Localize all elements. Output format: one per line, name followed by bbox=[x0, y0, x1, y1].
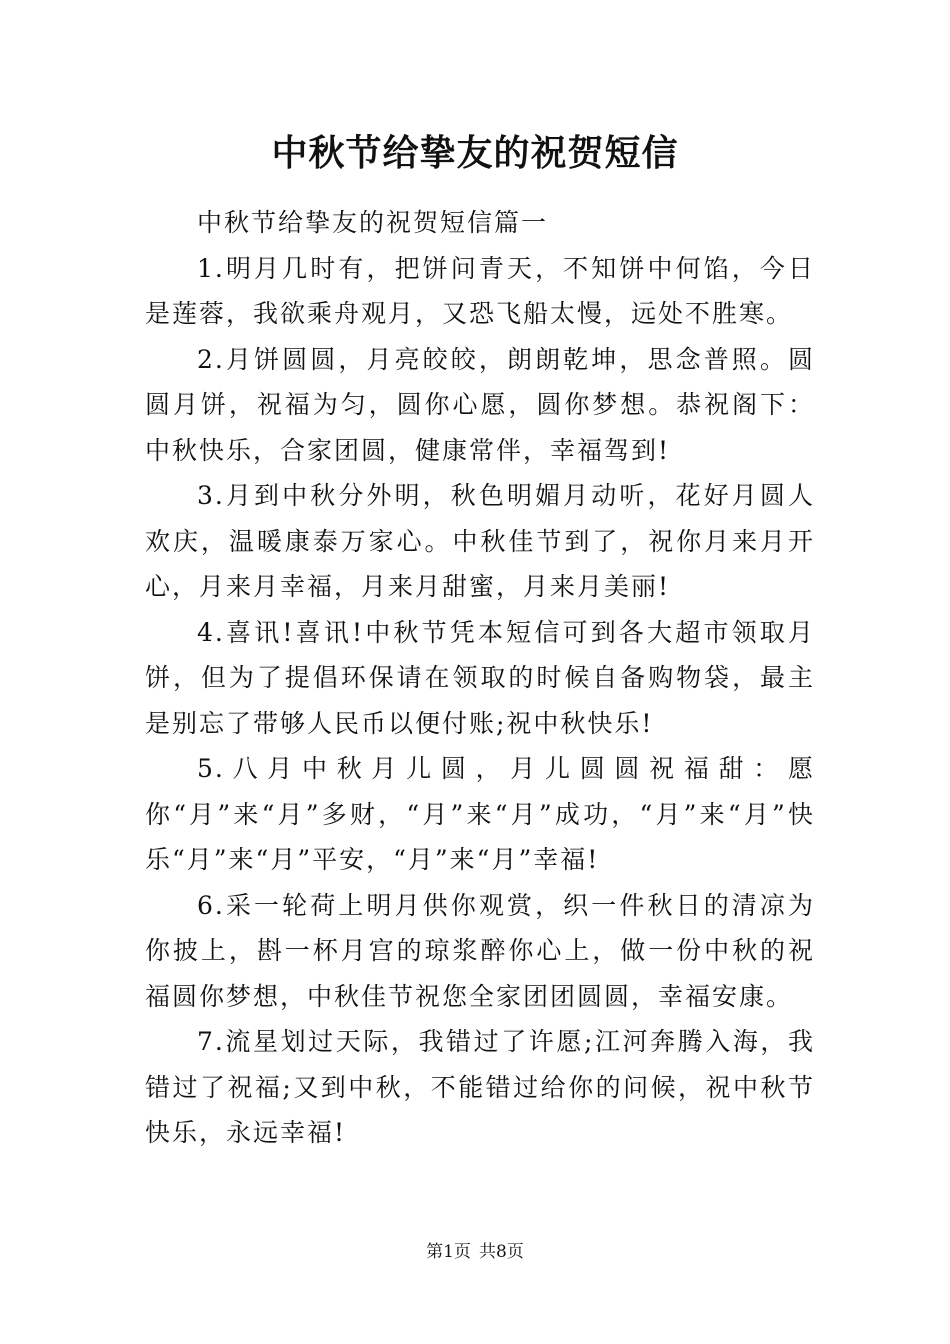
paragraph-1: 1.明月几时有，把饼问青天，不知饼中何馅，今日是莲蓉，我欲乘舟观月，又恐飞船太慢，远处不胜寒。 bbox=[145, 253, 815, 328]
document-body bbox=[145, 200, 815, 1156]
section-heading: 中秋节给挚友的祝贺短信篇一 bbox=[197, 208, 549, 237]
paragraph-6: 6.采一轮荷上明月供你观赏，织一件秋日的清凉为你披上，斟一杯月宫的琼浆醉你心上，做一份中秋的祝福圆你梦想，中秋佳节祝您全家团团圆圆，幸福安康。 bbox=[145, 890, 815, 1011]
paragraph-4: 4.喜讯!喜讯!中秋节凭本短信可到各大超市领取月饼，但为了提倡环保请在领取的时候自备购物袋，最主是别忘了带够人民币以便付账;祝中秋快乐! bbox=[145, 617, 815, 738]
page-number: 第1页 bbox=[426, 1242, 471, 1262]
page-total: 共8页 bbox=[479, 1242, 524, 1262]
page-footer bbox=[0, 1240, 950, 1264]
paragraph-2: 2.月饼圆圆，月亮皎皎，朗朗乾坤，思念普照。圆圆月饼，祝福为匀，圆你心愿，圆你梦想。恭祝阁下：中秋快乐，合家团圆，健康常伴，幸福驾到! bbox=[145, 344, 815, 465]
paragraph-3: 3.月到中秋分外明，秋色明媚月动听，花好月圆人欢庆，温暖康泰万家心。中秋佳节到了，祝你月来月开心，月来月幸福，月来月甜蜜，月来月美丽! bbox=[145, 481, 815, 601]
paragraph-5: 5.八月中秋月儿圆，月儿圆圆祝福甜：愿你“月”来“月”多财，“月”来“月”成功，“月”来“月”快乐“月”来“月”平安，“月”来“月”幸福! bbox=[145, 754, 815, 874]
paragraph-7: 7.流星划过天际，我错过了许愿;江河奔腾入海，我错过了祝福;又到中秋，不能错过给你的问候，祝中秋节快乐，永远幸福! bbox=[145, 1027, 815, 1147]
document-title: 中秋节给挚友的祝贺短信 bbox=[271, 132, 679, 174]
